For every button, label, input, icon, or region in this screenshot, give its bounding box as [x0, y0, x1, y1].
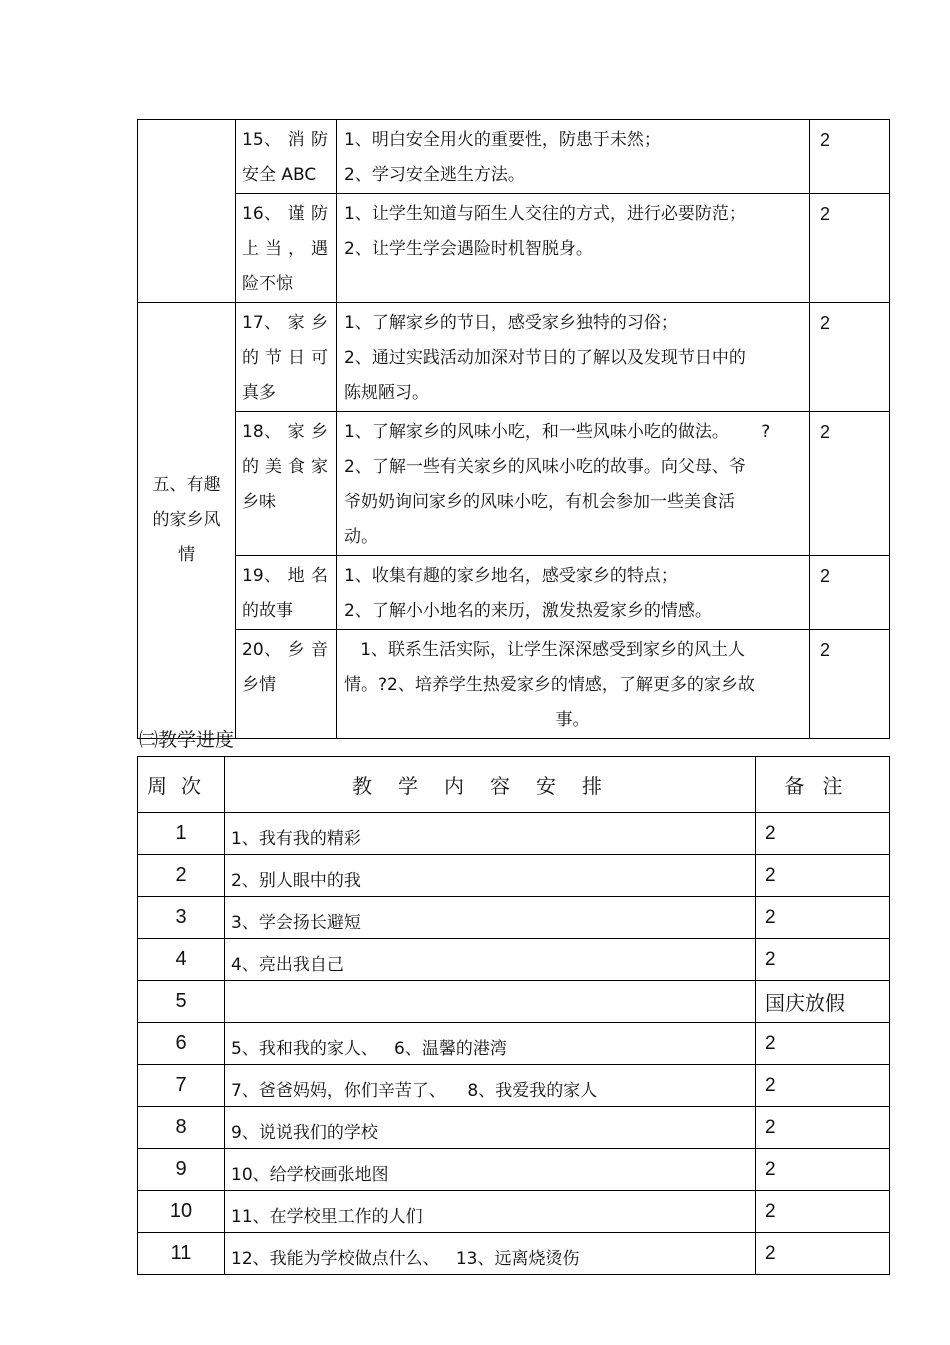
lesson-row [138, 194, 890, 303]
lesson-content: 7、爸爸妈妈，你们辛苦了、 8、我爱我的家人 [225, 1065, 756, 1107]
week-number: 8 [138, 1107, 225, 1149]
note-cell: 2 [756, 1065, 890, 1107]
lesson-goals: 1、了解家乡的风味小吃，和一些风味小吃的做法。 ? 2、了解一些有关家乡的风味小吃的故事。向父母、爷 爷奶奶询问家乡的风味小吃，有机会参加一些美食活 动。 [337, 412, 810, 556]
lesson-goals: 1、让学生知道与陌生人交往的方式，进行必要防范； 2、让学生学会遇险时机智脱身。 [337, 194, 810, 303]
section-heading: ㈢教学进度 [139, 729, 235, 751]
schedule-row [138, 1107, 890, 1149]
header-content: 教学内容安排 [225, 757, 756, 813]
schedule-row [138, 897, 890, 939]
note-cell: 2 [756, 939, 890, 981]
lesson-hours: 2 [810, 412, 890, 556]
lesson-content: 12、我能为学校做点什么、 13、远离烧烫伤 [225, 1233, 756, 1275]
lesson-content: 3、学会扬长避短 [225, 897, 756, 939]
note-cell: 2 [756, 1191, 890, 1233]
week-number: 3 [138, 897, 225, 939]
week-number: 10 [138, 1191, 225, 1233]
lesson-content: 10、给学校画张地图 [225, 1149, 756, 1191]
lesson-title: 17、 家 乡 的 节 日 可 真多 [236, 303, 337, 412]
schedule-row [138, 1023, 890, 1065]
unit-name: 的家乡风 [152, 510, 221, 530]
lesson-goals: 1、收集有趣的家乡地名，感受家乡的特点； 2、了解小小地名的来历，激发热爱家乡的情感。 [337, 556, 810, 630]
lesson-hours: 2 [810, 303, 890, 412]
schedule-row [138, 813, 890, 855]
schedule-table [137, 756, 890, 1275]
note-cell: 2 [756, 897, 890, 939]
lesson-hours: 2 [810, 630, 890, 739]
week-number: 7 [138, 1065, 225, 1107]
note-cell: 2 [756, 855, 890, 897]
schedule-header-row [138, 757, 890, 813]
schedule-row [138, 855, 890, 897]
lesson-row [138, 556, 890, 630]
lesson-goals: 1、明白安全用火的重要性，防患于未然； 2、学习安全逃生方法。 [337, 120, 810, 194]
lesson-hours: 2 [810, 194, 890, 303]
lesson-goals: 1、联系生活实际，让学生深深感受到家乡的风土人 情。?2、培养学生热爱家乡的情感，了解更多的家乡故 事。 [337, 630, 810, 739]
lesson-title: 19、 地 名 的故事 [236, 556, 337, 630]
unit-name-cell [138, 303, 236, 739]
week-number: 11 [138, 1233, 225, 1275]
lesson-goals: 1、了解家乡的节日，感受家乡独特的习俗； 2、通过实践活动加深对节日的了解以及发现节日中的 陈规陋习。 [337, 303, 810, 412]
unit-name: 情 [178, 545, 195, 565]
lesson-content: 4、亮出我自己 [225, 939, 756, 981]
unit-name-cell [138, 120, 236, 303]
lesson-row [138, 303, 890, 412]
note-cell: 国庆放假 [756, 981, 890, 1023]
header-note: 备注 [756, 757, 890, 813]
lesson-title: 20、 乡 音 乡情 [236, 630, 337, 739]
lesson-content: 1、我有我的精彩 [225, 813, 756, 855]
schedule-row [138, 1149, 890, 1191]
lesson-content: 5、我和我的家人、 6、温馨的港湾 [225, 1023, 756, 1065]
schedule-row [138, 981, 890, 1023]
lesson-row [138, 412, 890, 556]
note-cell: 2 [756, 1149, 890, 1191]
lesson-content: 9、说说我们的学校 [225, 1107, 756, 1149]
lesson-title: 18、 家 乡 的 美 食 家 乡味 [236, 412, 337, 556]
unit-name: 五、有趣 [152, 475, 221, 495]
lesson-content [225, 981, 756, 1023]
note-cell: 2 [756, 1107, 890, 1149]
lesson-title: 16、 谨 防 上 当 ， 遇 险不惊 [236, 194, 337, 303]
schedule-row [138, 1065, 890, 1107]
unit-lessons-table [137, 119, 890, 739]
schedule-row [138, 1233, 890, 1275]
lesson-content: 2、别人眼中的我 [225, 855, 756, 897]
header-week: 周次 [138, 757, 225, 813]
lesson-title: 15、 消 防 安全 ABC [236, 120, 337, 194]
week-number: 4 [138, 939, 225, 981]
note-cell: 2 [756, 1233, 890, 1275]
week-number: 9 [138, 1149, 225, 1191]
lesson-row [138, 630, 890, 739]
note-cell: 2 [756, 813, 890, 855]
week-number: 5 [138, 981, 225, 1023]
note-cell: 2 [756, 1023, 890, 1065]
lesson-content: 11、在学校里工作的人们 [225, 1191, 756, 1233]
lesson-row [138, 120, 890, 194]
schedule-row [138, 1191, 890, 1233]
lesson-hours: 2 [810, 556, 890, 630]
week-number: 6 [138, 1023, 225, 1065]
lesson-hours: 2 [810, 120, 890, 194]
week-number: 1 [138, 813, 225, 855]
schedule-row [138, 939, 890, 981]
week-number: 2 [138, 855, 225, 897]
